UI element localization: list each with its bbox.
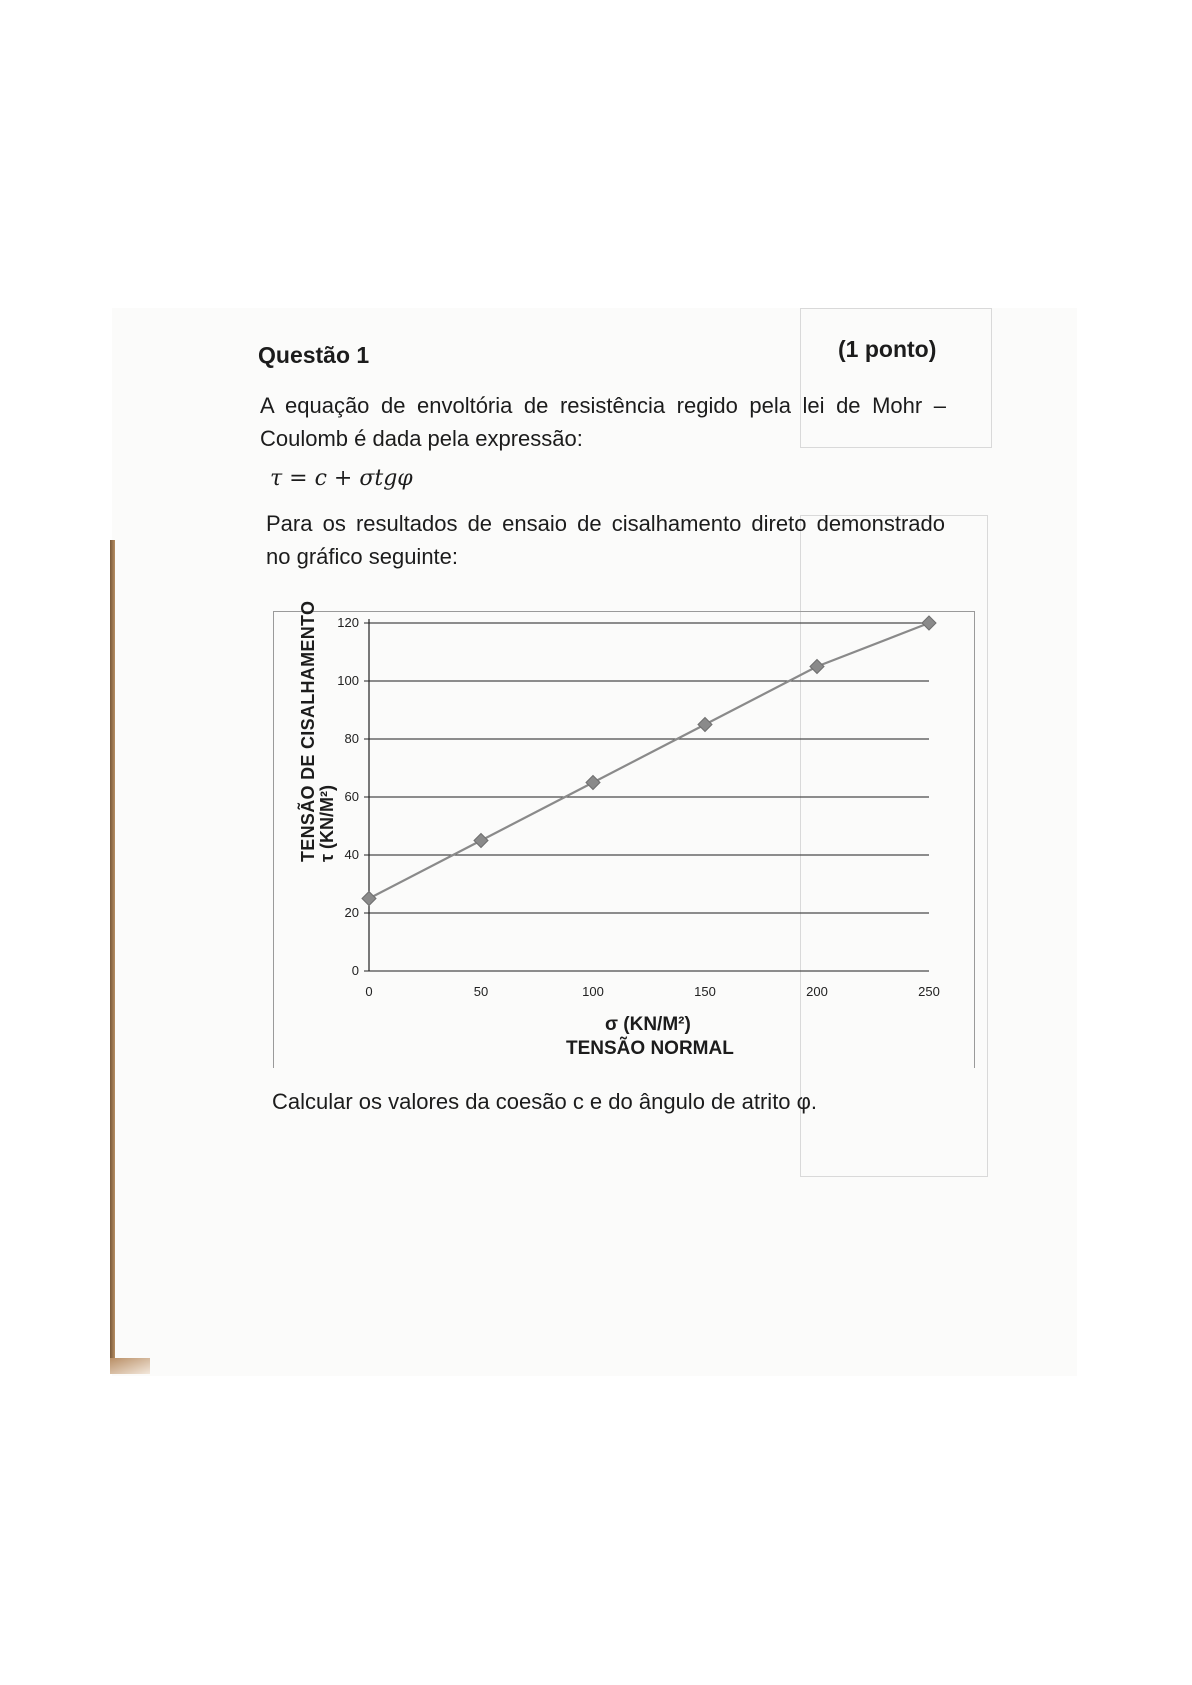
- y-axis-label: τ (KN/M²): [317, 784, 337, 862]
- y-tick-label: 80: [344, 731, 359, 746]
- x-tick-label: 0: [365, 984, 373, 999]
- x-axis-label-sub: TENSÃO NORMAL: [566, 1038, 734, 1059]
- y-tick-label: 0: [351, 963, 359, 978]
- x-tick-label: 150: [694, 984, 716, 999]
- x-axis-label: σ (KN/M²): [605, 1014, 691, 1035]
- series-line: [369, 623, 929, 899]
- context-line-2: no gráfico seguinte:: [266, 544, 459, 569]
- ghost-header-box: [800, 308, 992, 448]
- y-tick-label: 120: [337, 615, 359, 630]
- binding-edge-foot: [110, 1358, 150, 1374]
- intro-line-2: Coulomb é dada pela expressão:: [260, 426, 583, 451]
- data-point: [698, 718, 712, 732]
- x-tick-label: 200: [806, 984, 828, 999]
- context-line-1: Para os resultados de ensaio de cisalhamento direto demonstrado: [266, 511, 945, 536]
- intro-line-1: A equação de envoltória de resistência regido pela lei de Mohr –: [260, 393, 946, 418]
- y-tick-label: 20: [344, 905, 359, 920]
- question-points: (1 ponto): [838, 336, 937, 362]
- y-axis-label-sub: TENSÃO DE CISALHAMENTO: [298, 600, 318, 862]
- binding-edge: [110, 540, 115, 1370]
- mohr-coulomb-formula: τ = c + σtgφ: [270, 466, 413, 491]
- data-point: [810, 660, 824, 674]
- question-title: Questão 1: [258, 342, 370, 368]
- shear-test-chart: [273, 611, 973, 1031]
- y-tick-label: 60: [344, 789, 359, 804]
- x-tick-label: 50: [473, 984, 489, 999]
- x-tick-label: 250: [918, 984, 940, 999]
- task-text: Calcular os valores da coesão c e do ângulo de atrito φ.: [272, 1089, 818, 1114]
- data-point: [586, 776, 600, 790]
- y-tick-label: 40: [344, 847, 359, 862]
- y-tick-label: 100: [337, 673, 359, 688]
- data-point: [362, 892, 376, 906]
- data-point: [922, 616, 936, 630]
- data-point: [474, 834, 488, 848]
- x-tick-label: 100: [582, 984, 604, 999]
